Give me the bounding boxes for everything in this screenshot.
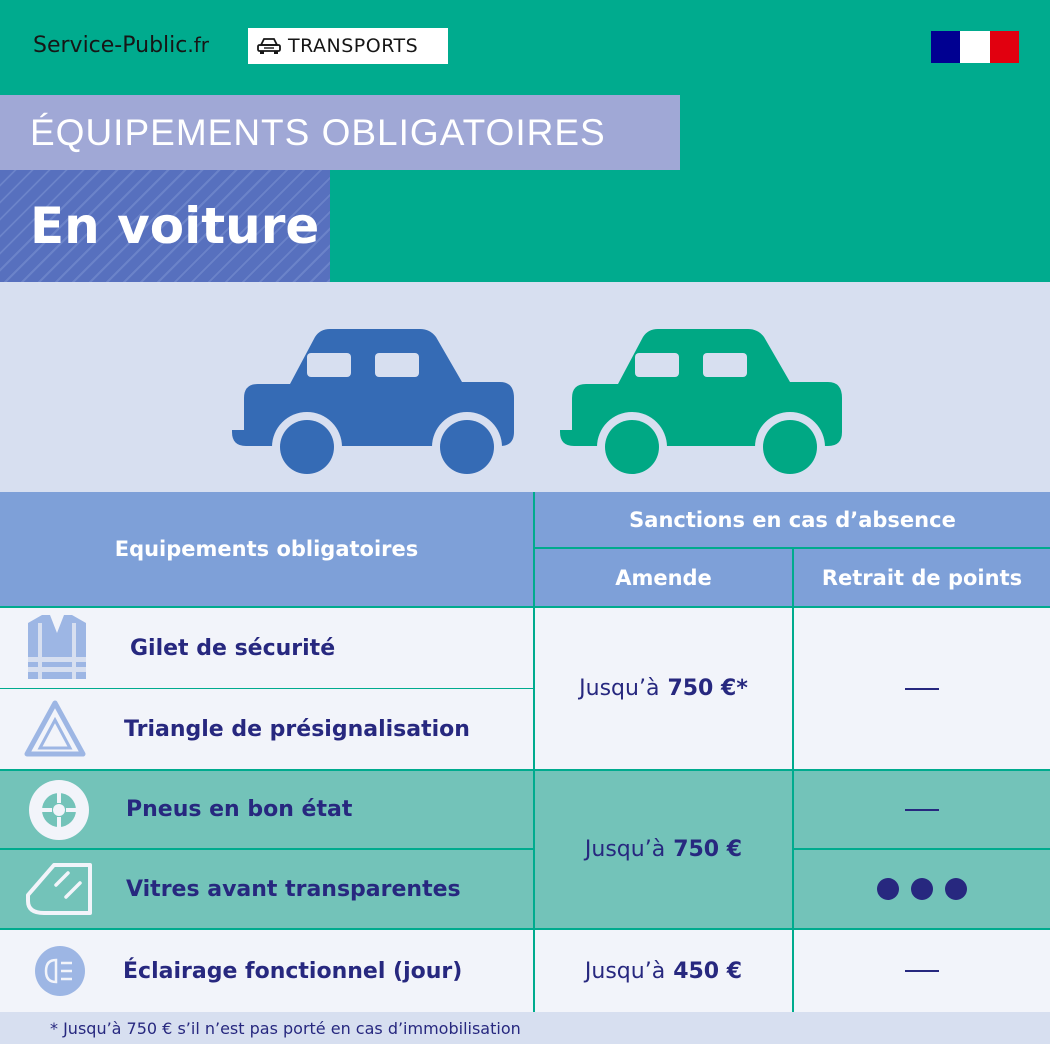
col-header-points: Retrait de points — [794, 549, 1050, 606]
page-title-band — [0, 95, 680, 170]
no-points-dash — [905, 688, 939, 690]
page-subtitle-band — [0, 170, 330, 282]
row-label: Triangle de présignalisation — [124, 716, 470, 742]
blue-car-icon — [232, 329, 514, 482]
warning-triangle-icon — [24, 700, 86, 758]
points-cell — [794, 930, 1050, 1012]
windshield-icon — [24, 861, 94, 917]
equipment-table — [0, 492, 1050, 1012]
points-cell — [794, 608, 1050, 769]
safety-vest-icon — [24, 613, 90, 683]
table-row — [0, 689, 533, 769]
row-label: Éclairage fonctionnel (jour) — [123, 958, 463, 984]
row-label: Gilet de sécurité — [130, 635, 336, 661]
row-label: Pneus en bon état — [126, 797, 353, 822]
table-row — [0, 850, 533, 928]
fine-cell: Jusqu’à 750 € — [535, 771, 792, 928]
transports-tag[interactable]: TRANSPORTS — [248, 28, 448, 64]
tire-icon — [28, 779, 90, 841]
col-header-fine: Amende — [535, 549, 792, 606]
col-header-sanctions: Sanctions en cas d’absence — [535, 492, 1050, 547]
table-row — [0, 930, 533, 1012]
fine-cell: Jusqu’à 750 €* — [535, 608, 792, 769]
headlight-icon — [34, 945, 86, 997]
page-subtitle: En voiture — [30, 197, 320, 255]
points-cell — [794, 771, 1050, 848]
car-icon — [256, 36, 282, 56]
site-name[interactable]: Service-Public.fr — [33, 33, 209, 58]
footer-note: * Jusqu’à 750 € s’il n’est pas porté en cas d’immobilisation — [0, 1012, 1050, 1044]
green-car-icon — [560, 329, 842, 482]
col-header-equipment: Equipements obligatoires — [0, 492, 533, 606]
table-row — [0, 771, 533, 848]
points-dots-icon — [877, 878, 967, 900]
table-row — [0, 608, 533, 688]
points-cell — [794, 850, 1050, 928]
fine-cell: Jusqu’à 450 € — [535, 930, 792, 1012]
republique-francaise-logo — [931, 31, 1019, 63]
no-points-dash — [905, 809, 939, 811]
page-title: ÉQUIPEMENTS OBLIGATOIRES — [30, 111, 606, 153]
cars-illustration — [0, 282, 1050, 492]
no-points-dash — [905, 970, 939, 972]
row-label: Vitres avant transparentes — [126, 876, 461, 902]
